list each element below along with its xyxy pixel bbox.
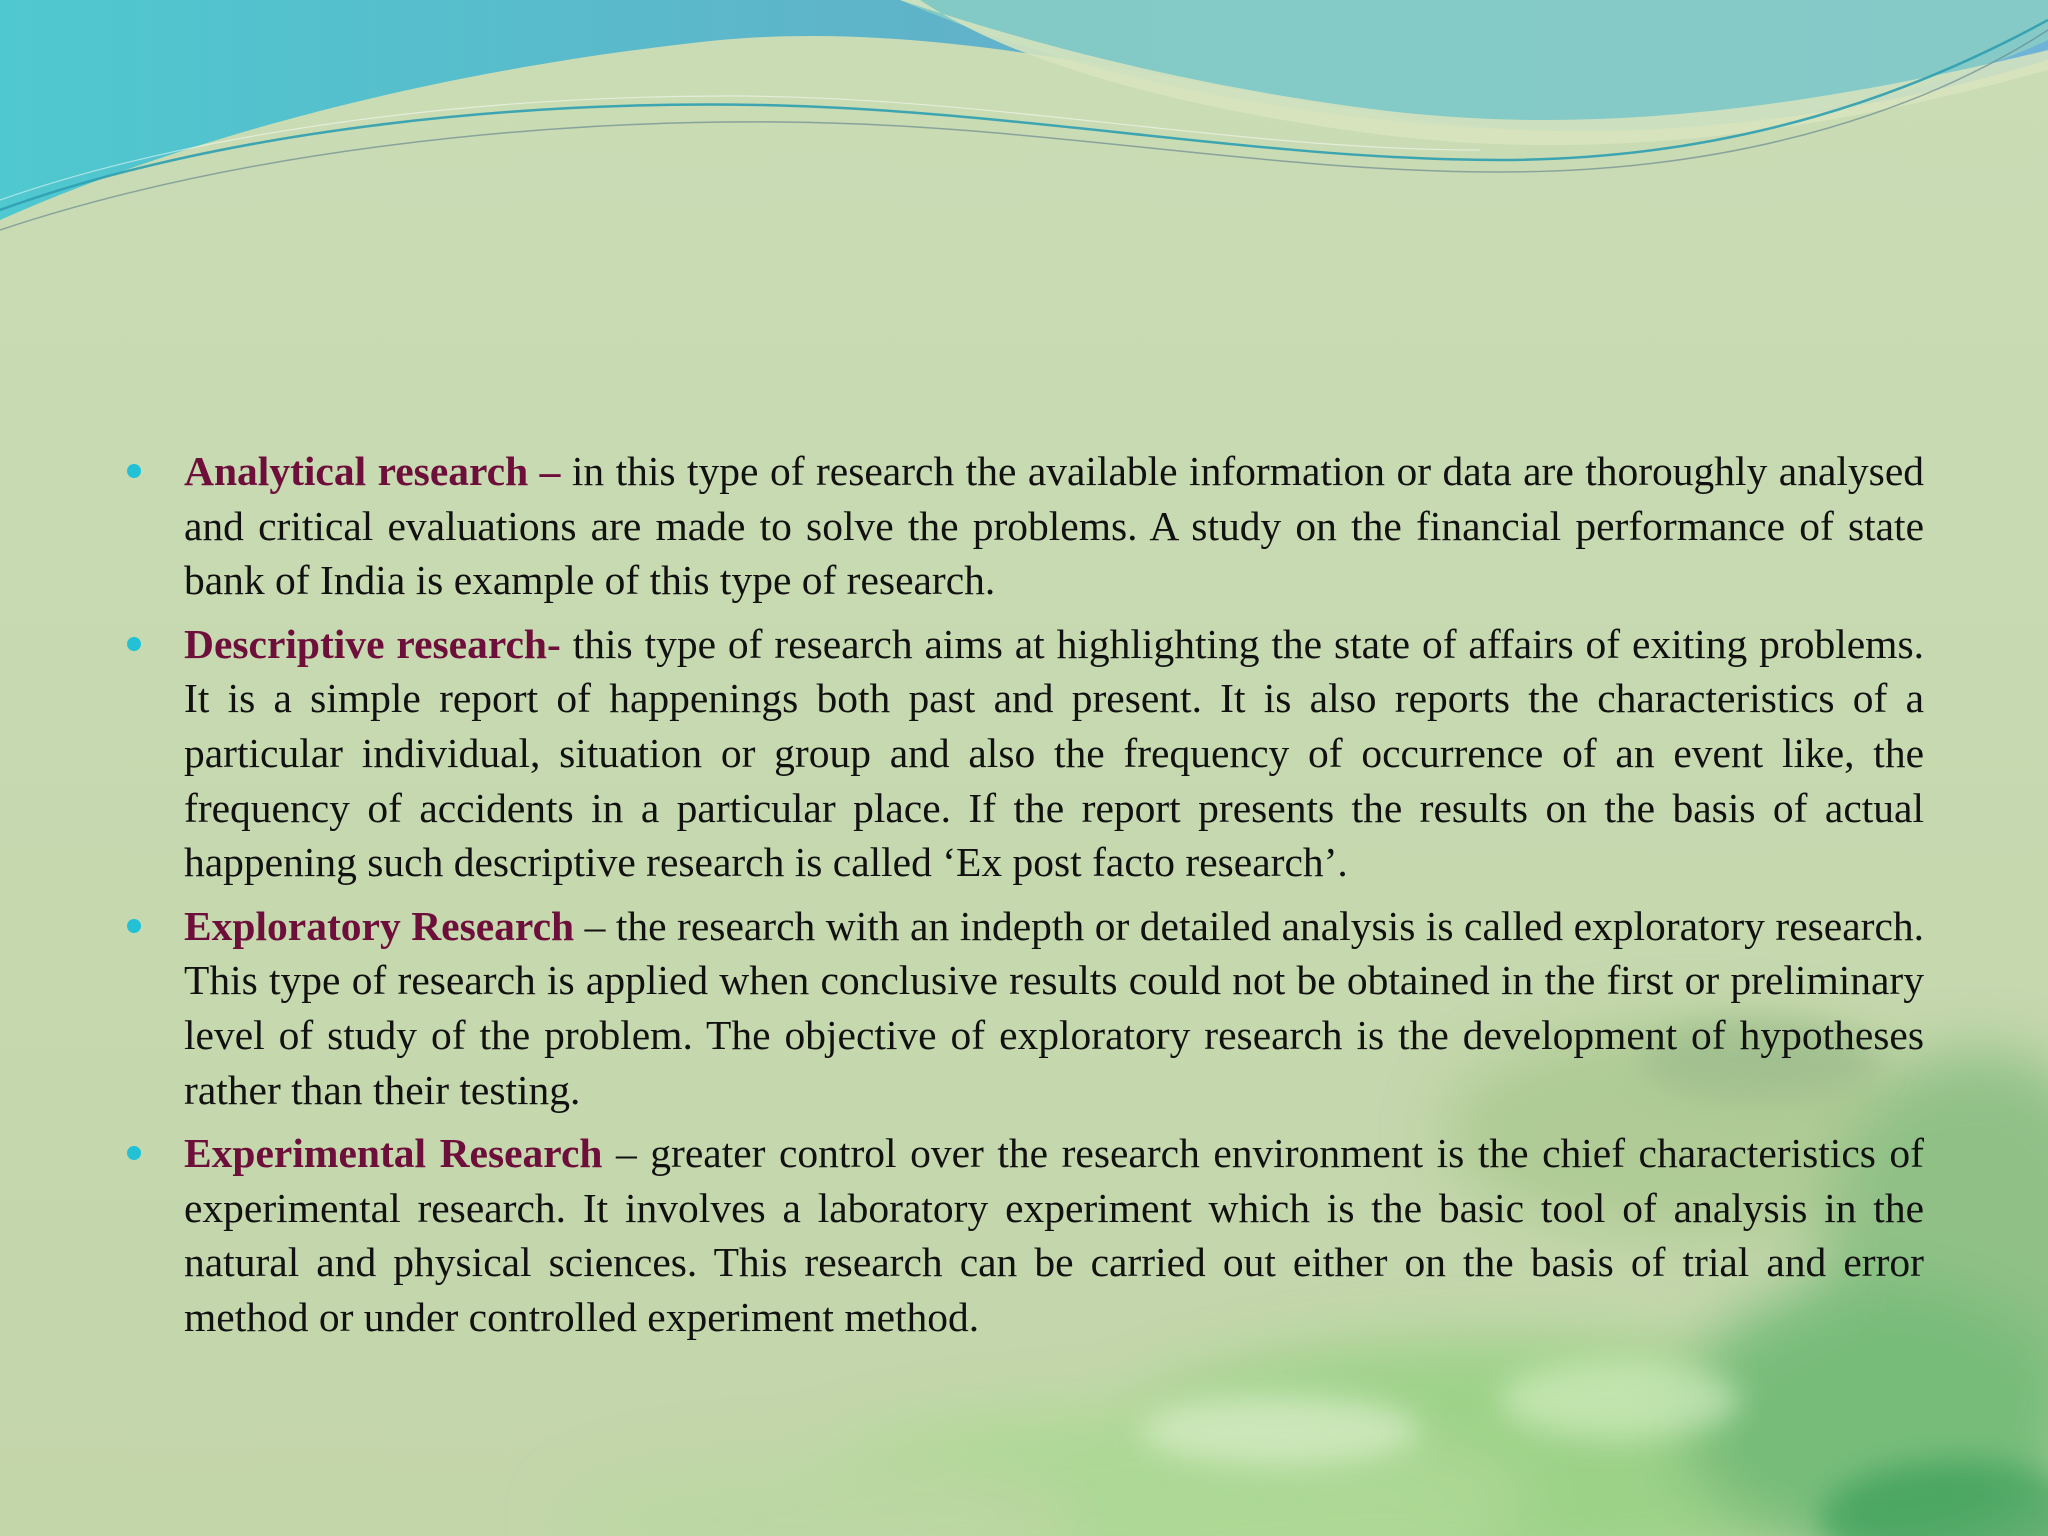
bullet-dot-icon: [127, 919, 141, 933]
bullet-term: Experimental Research: [184, 1130, 603, 1177]
bullet-analytical-research: [122, 444, 1924, 608]
bullet-dot-icon: [127, 637, 141, 651]
bullet-body: – the research with an indepth or detailed analysis is called exploratory research. This type of research is applied when conclusive results could not be obtained in the first or preliminary level of study of the problem. The objective of exploratory research is the development of hypotheses rather than their testing.: [184, 902, 1924, 1113]
bullet-dot-icon: [127, 1146, 141, 1160]
bullet-body: in this type of research the available information or data are thoroughly analysed and critical evaluations are made to solve the problems. A study on the financial performance of state bank of India is example of this type of research.: [184, 448, 1924, 604]
bullet-exploratory-research: [122, 899, 1924, 1117]
bullet-experimental-research: [122, 1126, 1924, 1344]
bullet-descriptive-research: [122, 617, 1924, 890]
bullet-body: this type of research aims at highlighting the state of affairs of exiting problems. It is a simple report of happenings both past and present. It is also reports the characteristics of a particular individual, situation or group and also the frequency of occurrence of an event like, the frequency of accidents in a particular place. If the report presents the results on the basis of actual happening such descriptive research is called ‘Ex post facto research’.: [184, 620, 1924, 886]
bullet-dot-icon: [127, 464, 141, 478]
bullet-term: Exploratory Research: [184, 902, 575, 949]
bullet-term: Descriptive research-: [184, 620, 561, 667]
bullet-list: [122, 444, 1924, 1354]
header-wave-decoration: [0, 0, 2048, 240]
bullet-body: – greater control over the research environment is the chief characteristics of experimental research. It involves a laboratory experiment which is the basic tool of analysis in the natural and physical sciences. This research can be carried out either on the basis of trial and error method or under controlled experiment method.: [184, 1130, 1924, 1340]
bullet-term: Analytical research –: [184, 448, 561, 494]
